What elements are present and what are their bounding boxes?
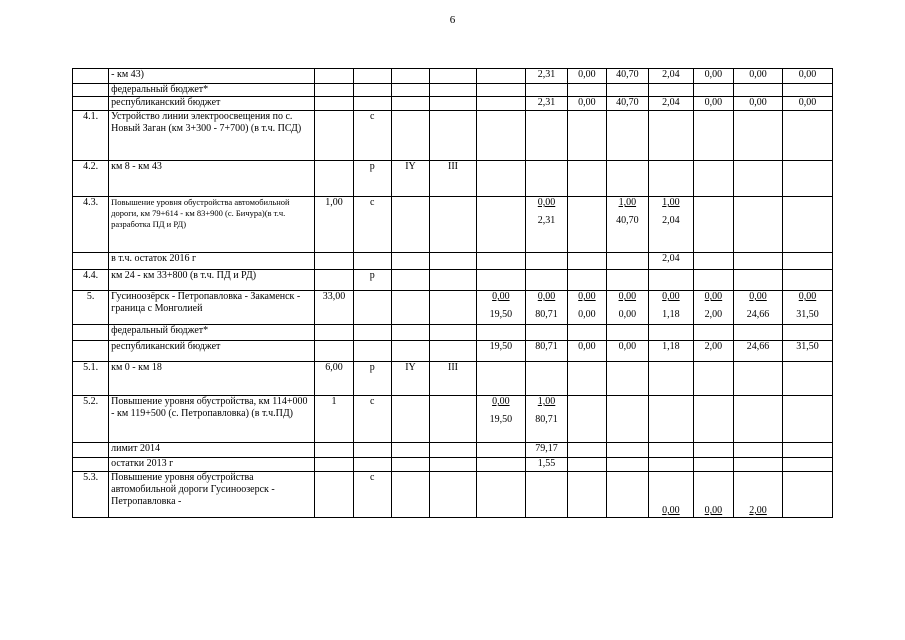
value-cell	[525, 396, 568, 443]
table-row	[73, 325, 833, 341]
page-number: 6	[449, 14, 456, 26]
work-type	[353, 443, 391, 458]
value-text: 2,04	[662, 253, 680, 264]
value-cell	[568, 362, 606, 396]
value-cell	[476, 253, 525, 270]
row-name: Устройство линии электроосвещения по с. Новый Заган (км 3+300 - 7+700) (в т.ч. ПСД)	[109, 111, 315, 161]
value-cell	[649, 270, 694, 291]
value-cell	[649, 325, 694, 341]
value-cell	[693, 325, 733, 341]
value-cell	[568, 341, 606, 362]
category-2: III	[430, 161, 477, 197]
row-number	[73, 69, 109, 84]
length-km: 1	[315, 396, 353, 443]
table-row	[73, 197, 833, 253]
value-cell	[693, 84, 733, 97]
category-2	[430, 97, 477, 111]
work-type	[353, 97, 391, 111]
length-km: 33,00	[315, 291, 353, 325]
value-cell	[606, 341, 649, 362]
category-2	[430, 111, 477, 161]
category-1	[391, 472, 429, 518]
length-km	[315, 253, 353, 270]
value-cell	[783, 443, 833, 458]
work-type	[353, 458, 391, 472]
value-cell	[568, 443, 606, 458]
category-1	[391, 325, 429, 341]
value-cell	[693, 69, 733, 84]
work-type: с	[353, 396, 391, 443]
value-text: 0,00	[618, 341, 637, 352]
value-top: 1,00	[662, 197, 680, 208]
row-number	[73, 97, 109, 111]
value-bottom: 31,50	[796, 309, 819, 320]
category-1	[391, 111, 429, 161]
value-cell	[525, 69, 568, 84]
value-text: 2,04	[662, 69, 680, 80]
value-top: 0,00	[492, 396, 510, 407]
value-cell	[568, 291, 606, 325]
value-text: 40,70	[616, 97, 639, 108]
value-cell	[783, 69, 833, 84]
value-cell	[649, 253, 694, 270]
value-cell	[734, 472, 783, 518]
value-cell	[734, 270, 783, 291]
value-bottom: 80,71	[535, 309, 558, 320]
row-number	[73, 253, 109, 270]
value-cell	[525, 84, 568, 97]
row-number: 4.3.	[73, 197, 109, 253]
value-cell	[606, 291, 649, 325]
category-1	[391, 458, 429, 472]
length-km	[315, 472, 353, 518]
length-km: 1,00	[315, 197, 353, 253]
value-bottom: 0,00	[578, 309, 596, 320]
value-cell	[606, 84, 649, 97]
value-cell	[734, 84, 783, 97]
value-cell	[649, 341, 694, 362]
value-text: 0,00	[749, 69, 767, 80]
value-cell	[734, 111, 783, 161]
value-cell	[476, 197, 525, 253]
value-cell	[606, 97, 649, 111]
value-cell	[606, 161, 649, 197]
value-text: 2,04	[662, 97, 680, 108]
value-cell	[783, 111, 833, 161]
row-name: км 0 - км 18	[109, 362, 315, 396]
length-km	[315, 325, 353, 341]
table-row	[73, 97, 833, 111]
category-2: III	[430, 362, 477, 396]
row-number: 5.2.	[73, 396, 109, 443]
value-cell	[693, 97, 733, 111]
value-text: 0,00	[662, 505, 680, 516]
length-km	[315, 270, 353, 291]
value-text: 2,00	[704, 341, 723, 352]
value-top: 0,00	[798, 291, 817, 302]
value-cell	[693, 396, 733, 443]
value-cell	[568, 161, 606, 197]
table-row	[73, 291, 833, 325]
category-2	[430, 396, 477, 443]
value-cell	[476, 325, 525, 341]
value-text: 0,00	[749, 97, 767, 108]
value-text: 0,00	[798, 97, 817, 108]
value-cell	[783, 472, 833, 518]
value-cell	[783, 291, 833, 325]
length-km	[315, 458, 353, 472]
row-number: 4.2.	[73, 161, 109, 197]
length-km: 6,00	[315, 362, 353, 396]
value-top: 0,00	[704, 291, 723, 302]
value-cell	[734, 69, 783, 84]
value-cell	[649, 84, 694, 97]
value-top: 0,00	[618, 291, 637, 302]
value-cell	[525, 197, 568, 253]
table-row	[73, 253, 833, 270]
value-cell	[606, 253, 649, 270]
table-row	[73, 161, 833, 197]
value-text: 0,00	[704, 69, 723, 80]
value-cell	[783, 325, 833, 341]
table-row	[73, 270, 833, 291]
value-cell	[734, 396, 783, 443]
value-cell	[649, 97, 694, 111]
value-cell	[734, 291, 783, 325]
value-cell	[568, 458, 606, 472]
value-cell	[476, 111, 525, 161]
value-cell	[783, 458, 833, 472]
table-row	[73, 458, 833, 472]
value-cell	[606, 270, 649, 291]
category-1	[391, 97, 429, 111]
value-cell	[568, 472, 606, 518]
value-cell	[734, 197, 783, 253]
work-type	[353, 84, 391, 97]
table-row	[73, 362, 833, 396]
work-type	[353, 69, 391, 84]
table-row	[73, 472, 833, 518]
value-bottom: 40,70	[616, 215, 639, 226]
category-2	[430, 341, 477, 362]
category-1	[391, 84, 429, 97]
category-2	[430, 270, 477, 291]
category-2	[430, 197, 477, 253]
work-type: р	[353, 270, 391, 291]
value-cell	[783, 97, 833, 111]
value-text: 0,00	[798, 69, 817, 80]
value-cell	[693, 291, 733, 325]
row-name: Повышение уровня обустройства автомобильной дороги Гусиноозерск - Петропавловка -	[109, 472, 315, 518]
category-2	[430, 458, 477, 472]
value-bottom: 24,66	[746, 309, 770, 320]
length-km	[315, 161, 353, 197]
value-cell	[476, 458, 525, 472]
value-cell	[568, 84, 606, 97]
value-bottom: 19,50	[489, 309, 513, 320]
category-1	[391, 443, 429, 458]
category-2	[430, 325, 477, 341]
value-bottom: 0,00	[618, 309, 637, 320]
value-top: 0,00	[578, 291, 596, 302]
row-number	[73, 325, 109, 341]
value-cell	[734, 253, 783, 270]
value-cell	[693, 270, 733, 291]
row-name: федеральный бюджет*	[109, 325, 315, 341]
value-cell	[734, 362, 783, 396]
value-cell	[734, 325, 783, 341]
value-bottom: 80,71	[535, 414, 558, 425]
value-text: 80,71	[535, 341, 558, 352]
value-top: 0,00	[492, 291, 510, 302]
length-km	[315, 111, 353, 161]
value-bottom: 2,00	[704, 309, 723, 320]
work-type	[353, 291, 391, 325]
table-row	[73, 396, 833, 443]
value-text: 79,17	[535, 443, 558, 454]
row-number: 5.3.	[73, 472, 109, 518]
value-cell	[734, 97, 783, 111]
value-cell	[649, 197, 694, 253]
value-cell	[649, 161, 694, 197]
value-cell	[568, 97, 606, 111]
value-top: 1,00	[618, 197, 637, 208]
value-cell	[568, 197, 606, 253]
value-cell	[606, 111, 649, 161]
row-name: - км 43)	[109, 69, 315, 84]
table-row	[73, 111, 833, 161]
value-cell	[649, 362, 694, 396]
row-name: республиканский бюджет	[109, 341, 315, 362]
value-cell	[568, 253, 606, 270]
row-number	[73, 341, 109, 362]
value-cell	[525, 111, 568, 161]
value-cell	[476, 84, 525, 97]
value-text: 40,70	[616, 69, 639, 80]
value-cell	[693, 458, 733, 472]
value-cell	[606, 396, 649, 443]
row-name: республиканский бюджет	[109, 97, 315, 111]
value-cell	[476, 472, 525, 518]
value-cell	[649, 472, 694, 518]
length-km	[315, 443, 353, 458]
value-cell	[783, 253, 833, 270]
value-text: 1,18	[662, 341, 680, 352]
category-1	[391, 341, 429, 362]
work-type: с	[353, 197, 391, 253]
value-text: 0,00	[704, 97, 723, 108]
value-cell	[693, 472, 733, 518]
value-cell	[525, 472, 568, 518]
category-2	[430, 253, 477, 270]
value-top: 0,00	[537, 197, 556, 208]
value-cell	[606, 69, 649, 84]
row-number: 5.	[73, 291, 109, 325]
length-km	[315, 69, 353, 84]
value-cell	[476, 270, 525, 291]
category-2	[430, 472, 477, 518]
value-bottom: 1,18	[662, 309, 680, 320]
work-type: р	[353, 362, 391, 396]
row-name: км 24 - км 33+800 (в т.ч. ПД и РД)	[109, 270, 315, 291]
value-text: 1,55	[537, 458, 556, 469]
work-type	[353, 253, 391, 270]
value-text: 24,66	[746, 341, 770, 352]
category-1	[391, 253, 429, 270]
row-name: в т.ч. остаток 2016 г	[109, 253, 315, 270]
row-number: 4.4.	[73, 270, 109, 291]
value-cell	[783, 362, 833, 396]
value-cell	[649, 443, 694, 458]
table-row	[73, 443, 833, 458]
value-cell	[734, 341, 783, 362]
value-cell	[525, 97, 568, 111]
value-cell	[525, 161, 568, 197]
row-name: км 8 - км 43	[109, 161, 315, 197]
value-cell	[525, 291, 568, 325]
value-cell	[525, 443, 568, 458]
category-2	[430, 443, 477, 458]
value-cell	[693, 341, 733, 362]
value-cell	[693, 253, 733, 270]
value-text: 19,50	[489, 341, 513, 352]
value-cell	[525, 253, 568, 270]
category-1	[391, 197, 429, 253]
row-name: Повышение уровня обустройства, км 114+000 - км 119+500 (с. Петропавловка) (в т.ч.ПД)	[109, 396, 315, 443]
value-cell	[568, 270, 606, 291]
value-cell	[693, 161, 733, 197]
row-name: Повышение уровня обустройства автомобильной дороги, км 79+614 - км 83+900 (с. Бичура)(в т.ч. разработка ПД и РД)	[109, 197, 315, 253]
value-cell	[606, 325, 649, 341]
value-text: 0,00	[578, 97, 596, 108]
row-name: лимит 2014	[109, 443, 315, 458]
category-2	[430, 84, 477, 97]
value-cell	[734, 161, 783, 197]
length-km	[315, 97, 353, 111]
value-cell	[476, 341, 525, 362]
value-cell	[525, 270, 568, 291]
road-works-table	[72, 68, 833, 518]
work-type	[353, 341, 391, 362]
value-cell	[606, 458, 649, 472]
table-row	[73, 69, 833, 84]
value-text: 0,00	[578, 69, 596, 80]
value-top: 0,00	[749, 291, 767, 302]
value-cell	[476, 396, 525, 443]
row-number	[73, 458, 109, 472]
value-cell	[783, 161, 833, 197]
work-type: р	[353, 161, 391, 197]
value-cell	[783, 270, 833, 291]
value-cell	[525, 341, 568, 362]
length-km	[315, 341, 353, 362]
row-number: 4.1.	[73, 111, 109, 161]
value-bottom: 19,50	[489, 414, 513, 425]
value-top: 0,00	[662, 291, 680, 302]
value-cell	[693, 111, 733, 161]
value-text: 2,00	[749, 505, 767, 516]
category-1: IY	[391, 362, 429, 396]
value-cell	[734, 458, 783, 472]
value-text: 2,31	[537, 97, 556, 108]
value-cell	[476, 161, 525, 197]
value-cell	[525, 362, 568, 396]
value-cell	[649, 291, 694, 325]
table-row	[73, 84, 833, 97]
value-text: 0,00	[578, 341, 596, 352]
value-cell	[568, 111, 606, 161]
category-1	[391, 270, 429, 291]
row-name: Гусиноозёрск - Петропавловка - Закаменск - граница с Монголией	[109, 291, 315, 325]
table-sheet	[72, 68, 833, 544]
value-cell	[649, 69, 694, 84]
category-1	[391, 291, 429, 325]
row-number: 5.1.	[73, 362, 109, 396]
category-2	[430, 69, 477, 84]
value-cell	[606, 443, 649, 458]
value-cell	[734, 443, 783, 458]
category-2	[430, 291, 477, 325]
row-name: федеральный бюджет*	[109, 84, 315, 97]
work-type: с	[353, 472, 391, 518]
value-cell	[606, 362, 649, 396]
value-cell	[476, 291, 525, 325]
value-top: 1,00	[537, 396, 556, 407]
value-cell	[783, 197, 833, 253]
value-text: 31,50	[796, 341, 819, 352]
value-cell	[693, 443, 733, 458]
value-text: 0,00	[704, 505, 723, 516]
value-cell	[476, 97, 525, 111]
value-cell	[783, 341, 833, 362]
value-bottom: 2,04	[662, 215, 680, 226]
value-cell	[476, 443, 525, 458]
value-cell	[525, 325, 568, 341]
row-number	[73, 84, 109, 97]
value-cell	[783, 396, 833, 443]
value-text: 2,31	[537, 69, 556, 80]
category-1	[391, 69, 429, 84]
value-cell	[568, 69, 606, 84]
work-type: с	[353, 111, 391, 161]
value-cell	[568, 396, 606, 443]
value-cell	[693, 362, 733, 396]
value-cell	[476, 362, 525, 396]
value-cell	[476, 69, 525, 84]
value-cell	[568, 325, 606, 341]
category-1: IY	[391, 161, 429, 197]
value-cell	[693, 197, 733, 253]
row-name: остатки 2013 г	[109, 458, 315, 472]
table-row	[73, 341, 833, 362]
value-cell	[525, 458, 568, 472]
row-number	[73, 443, 109, 458]
category-1	[391, 396, 429, 443]
value-cell	[649, 458, 694, 472]
value-cell	[606, 472, 649, 518]
value-top: 0,00	[537, 291, 556, 302]
work-type	[353, 325, 391, 341]
length-km	[315, 84, 353, 97]
value-cell	[649, 396, 694, 443]
value-cell	[783, 84, 833, 97]
value-cell	[649, 111, 694, 161]
value-bottom: 2,31	[537, 215, 556, 226]
value-cell	[606, 197, 649, 253]
